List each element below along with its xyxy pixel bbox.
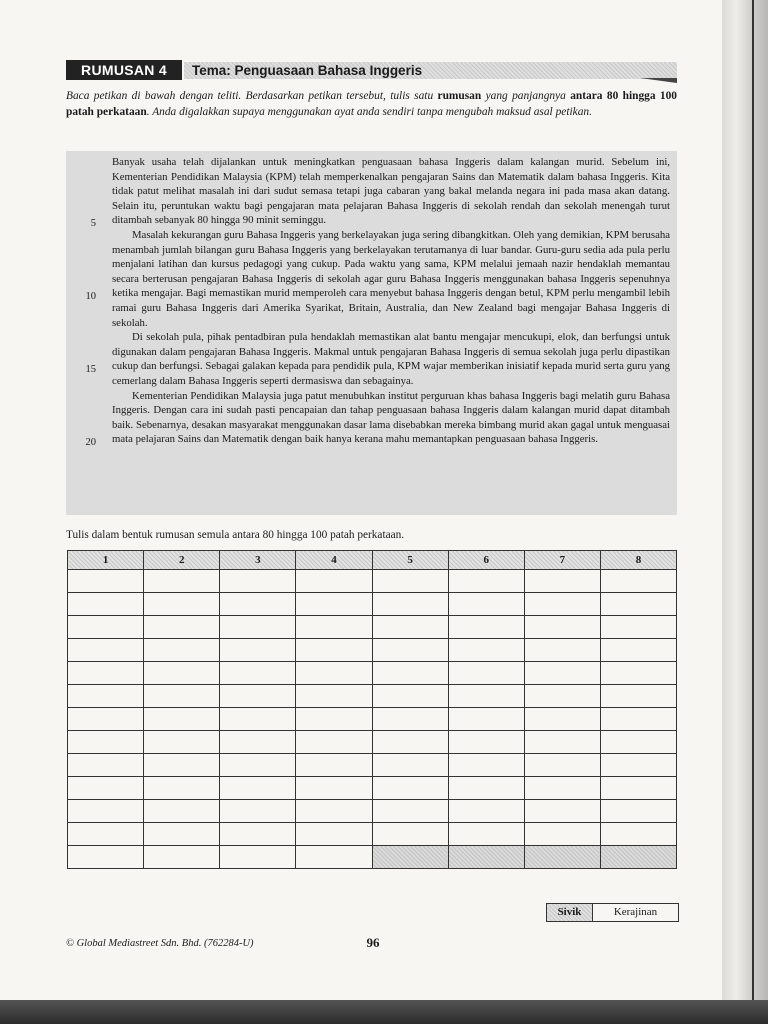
grid-cell[interactable] (220, 823, 296, 846)
grid-body (68, 570, 677, 869)
grid-row (68, 800, 677, 823)
grid-cell[interactable] (448, 754, 524, 777)
grid-cell[interactable] (448, 846, 524, 869)
grid-cell[interactable] (144, 823, 220, 846)
grid-cell[interactable] (524, 570, 600, 593)
grid-cell[interactable] (524, 800, 600, 823)
grid-cell[interactable] (68, 616, 144, 639)
book-edge (722, 0, 768, 1000)
grid-cell[interactable] (448, 616, 524, 639)
grid-row (68, 708, 677, 731)
grid-cell[interactable] (144, 846, 220, 869)
grid-cell[interactable] (296, 708, 372, 731)
grid-cell[interactable] (600, 846, 676, 869)
value-badge (546, 903, 679, 922)
grid-cell[interactable] (600, 800, 676, 823)
grid-column-header: 4 (296, 551, 372, 570)
grid-cell[interactable] (68, 685, 144, 708)
grid-cell[interactable] (524, 639, 600, 662)
grid-cell[interactable] (448, 662, 524, 685)
grid-cell[interactable] (144, 708, 220, 731)
answer-grid (67, 550, 677, 869)
grid-cell[interactable] (524, 731, 600, 754)
section-header (66, 60, 677, 82)
grid-cell[interactable] (144, 777, 220, 800)
grid-cell[interactable] (144, 593, 220, 616)
reading-passage (66, 151, 677, 515)
grid-cell[interactable] (524, 593, 600, 616)
grid-cell[interactable] (68, 777, 144, 800)
grid-cell[interactable] (296, 639, 372, 662)
grid-cell[interactable] (372, 685, 448, 708)
passage-paragraph: Banyak usaha telah dijalankan untuk meningkatkan penguasaan bahasa Inggeris dalam kalangan murid. Sebelum ini, Kementerian Pendidikan Malaysia (KPM) telah memperkenalkan pengajaran Sains dan Matematik dalam bahasa Inggeris. Kita tidak patut melihat masalah ini dari sudut semasa tetapi juga cabaran yang bakal melanda negara ini pada masa akan datang. Selain itu, peruntukan waktu bagi pengajaran mata pelajaran Bahasa Inggeris di sekolah rendah dan sekolah menengah turut ditambah sebanyak 80 hingga 90 minit seminggu. (112, 156, 670, 227)
grid-cell[interactable] (68, 731, 144, 754)
copyright-text: © Global Mediastreet Sdn. Bhd. (762284-U) (66, 938, 254, 949)
grid-cell[interactable] (296, 823, 372, 846)
grid-cell[interactable] (296, 570, 372, 593)
grid-cell[interactable] (220, 639, 296, 662)
grid-cell[interactable] (68, 754, 144, 777)
badge-value: Kerajinan (593, 904, 678, 921)
grid-cell[interactable] (144, 662, 220, 685)
grid-cell[interactable] (296, 846, 372, 869)
grid-cell[interactable] (372, 823, 448, 846)
grid-cell[interactable] (600, 685, 676, 708)
grid-cell[interactable] (524, 823, 600, 846)
passage-paragraph: Kementerian Pendidikan Malaysia juga patut menubuhkan institut perguruan khas bahasa Inggeris bagi melatih guru Bahasa Inggeris. Dengan cara ini sudah pasti pencapaian dan tahap penguasaan bahasa Inggeris dalam kalangan murid dapat ditambah baik. Sebenarnya, desakan masyarakat menggunakan dasar lama disebabkan mereka bimbang murid akan gagal untuk menguasai mata pelajaran Sains dan Matematik dengan baik hanya kerana mahu memantapkan penguasaan bahasa Inggeris. (112, 389, 670, 446)
grid-cell[interactable] (372, 593, 448, 616)
grid-cell[interactable] (144, 685, 220, 708)
line-number: 10 (85, 291, 96, 302)
grid-cell[interactable] (524, 708, 600, 731)
grid-cell[interactable] (372, 662, 448, 685)
grid-column-header: 3 (220, 551, 296, 570)
grid-cell[interactable] (372, 754, 448, 777)
grid-column-header: 6 (448, 551, 524, 570)
grid-cell[interactable] (448, 708, 524, 731)
grid-cell[interactable] (600, 616, 676, 639)
grid-cell[interactable] (296, 662, 372, 685)
grid-cell[interactable] (144, 800, 220, 823)
grid-column-header: 1 (68, 551, 144, 570)
grid-row (68, 616, 677, 639)
grid-cell[interactable] (448, 685, 524, 708)
grid-cell[interactable] (144, 570, 220, 593)
grid-cell[interactable] (448, 570, 524, 593)
grid-cell[interactable] (524, 616, 600, 639)
grid-row (68, 593, 677, 616)
grid-column-header: 5 (372, 551, 448, 570)
grid-row (68, 662, 677, 685)
grid-cell[interactable] (600, 823, 676, 846)
grid-cell[interactable] (144, 639, 220, 662)
grid-cell[interactable] (296, 777, 372, 800)
grid-row (68, 731, 677, 754)
grid-cell[interactable] (448, 777, 524, 800)
grid-cell[interactable] (220, 593, 296, 616)
grid-cell[interactable] (372, 570, 448, 593)
scan-bottom-edge (0, 1000, 768, 1024)
grid-cell[interactable] (220, 800, 296, 823)
grid-cell[interactable] (68, 593, 144, 616)
grid-cell[interactable] (144, 754, 220, 777)
grid-cell[interactable] (600, 708, 676, 731)
grid-cell[interactable] (144, 731, 220, 754)
line-number: 20 (85, 437, 96, 448)
grid-cell[interactable] (448, 823, 524, 846)
grid-cell[interactable] (220, 846, 296, 869)
grid-cell[interactable] (372, 639, 448, 662)
grid-cell[interactable] (68, 662, 144, 685)
grid-cell[interactable] (600, 593, 676, 616)
grid-cell[interactable] (600, 731, 676, 754)
passage-text (112, 155, 670, 447)
grid-cell[interactable] (220, 754, 296, 777)
grid-cell[interactable] (296, 616, 372, 639)
grid-cell[interactable] (600, 639, 676, 662)
grid-row (68, 754, 677, 777)
grid-row (68, 823, 677, 846)
grid-cell[interactable] (372, 800, 448, 823)
grid-cell[interactable] (372, 731, 448, 754)
grid-row (68, 777, 677, 800)
grid-row (68, 639, 677, 662)
grid-column-header: 2 (144, 551, 220, 570)
grid-cell[interactable] (448, 639, 524, 662)
grid-row (68, 846, 677, 869)
grid-column-header: 8 (600, 551, 676, 570)
grid-cell[interactable] (372, 708, 448, 731)
grid-cell[interactable] (220, 777, 296, 800)
grid-cell[interactable] (220, 708, 296, 731)
grid-cell[interactable] (600, 662, 676, 685)
passage-paragraph: Di sekolah pula, pihak pentadbiran pula hendaklah memastikan alat bantu mengajar mencukupi, elok, dan berfungsi untuk digunakan dalam pengajaran Bahasa Inggeris. Makmal untuk pengajaran Bahasa Inggeris di semua sekolah juga perlu dipastikan cukup dan berfungsi. Sebagai galakan kepada para pendidik pula, KPM wajar memberikan inisiatif kepada murid serta guru yang cemerlang dalam Bahasa Inggeris seperti dermasiswa dan sebagainya. (112, 331, 670, 387)
grid-cell[interactable] (68, 708, 144, 731)
line-number: 5 (90, 218, 96, 229)
grid-cell[interactable] (524, 685, 600, 708)
grid-cell[interactable] (372, 846, 448, 869)
grid-cell[interactable] (448, 593, 524, 616)
line-number: 15 (85, 364, 96, 375)
passage-paragraph: Masalah kekurangan guru Bahasa Inggeris yang berkelayakan juga sering dibangkitkan. Oleh yang demikian, KPM berusaha menambah jumlah bilangan guru Bahasa Inggeris yang berkelayakan terutamanya di luar bandar. Guru-guru sedia ada pula perlu menjalani latihan dan kursus pedagogi yang cukup. Pada waktu yang sama, KPM melalui jemaah nazir hendaklah memantau secara berterusan pengajaran Bahasa Inggeris di sekolah agar guru Bahasa Inggeris menggunakan bahasa Inggeris sepenuhnya ketika mengajar. Bagi memastikan murid memperoleh cara menyebut bahasa Inggeris dengan betul, KPM perlu mengambil lebih ramai guru Bahasa Inggeris dari Amerika Syarikat, Britain, Australia, dan New Zealand bagi mengajar Bahasa Inggeris di sekolah. (112, 228, 670, 329)
grid-cell[interactable] (448, 800, 524, 823)
grid-cell[interactable] (296, 593, 372, 616)
instructions: Baca petikan di bawah dengan teliti. Berdasarkan petikan tersebut, tulis satu rumusan yang panjangnya antara 80 hingga 100 patah perkataan. Anda digalakkan supaya menggunakan ayat anda sendiri tanpa mengubah maksud asal petikan. (66, 90, 677, 118)
grid-cell[interactable] (600, 754, 676, 777)
section-title-band (184, 62, 677, 79)
grid-cell[interactable] (372, 777, 448, 800)
grid-column-header: 7 (524, 551, 600, 570)
section-tag: RUMUSAN 4 (66, 60, 182, 80)
grid-cell[interactable] (220, 662, 296, 685)
section-title: Tema: Penguasaan Bahasa Inggeris (192, 63, 423, 78)
grid-cell[interactable] (220, 731, 296, 754)
grid-cell[interactable] (68, 846, 144, 869)
grid-cell[interactable] (220, 685, 296, 708)
task-instruction: Tulis dalam bentuk rumusan semula antara 80 hingga 100 patah perkataan. (66, 529, 405, 541)
grid-cell[interactable] (524, 754, 600, 777)
grid-cell[interactable] (600, 570, 676, 593)
grid-row (68, 685, 677, 708)
grid-cell[interactable] (68, 639, 144, 662)
grid-cell[interactable] (220, 570, 296, 593)
page-number: 96 (366, 935, 380, 950)
grid-cell[interactable] (220, 616, 296, 639)
grid-header-row (68, 551, 677, 570)
grid-cell[interactable] (68, 570, 144, 593)
grid-cell[interactable] (600, 777, 676, 800)
grid-cell[interactable] (296, 800, 372, 823)
grid-cell[interactable] (524, 846, 600, 869)
grid-cell[interactable] (296, 731, 372, 754)
grid-cell[interactable] (448, 731, 524, 754)
grid-cell[interactable] (372, 616, 448, 639)
grid-cell[interactable] (524, 662, 600, 685)
grid-cell[interactable] (524, 777, 600, 800)
grid-row (68, 570, 677, 593)
grid-cell[interactable] (68, 800, 144, 823)
grid-cell[interactable] (144, 616, 220, 639)
grid-cell[interactable] (68, 823, 144, 846)
grid-cell[interactable] (296, 754, 372, 777)
header-wedge-decoration (640, 78, 677, 83)
grid-cell[interactable] (296, 685, 372, 708)
badge-label: Sivik (547, 904, 593, 921)
